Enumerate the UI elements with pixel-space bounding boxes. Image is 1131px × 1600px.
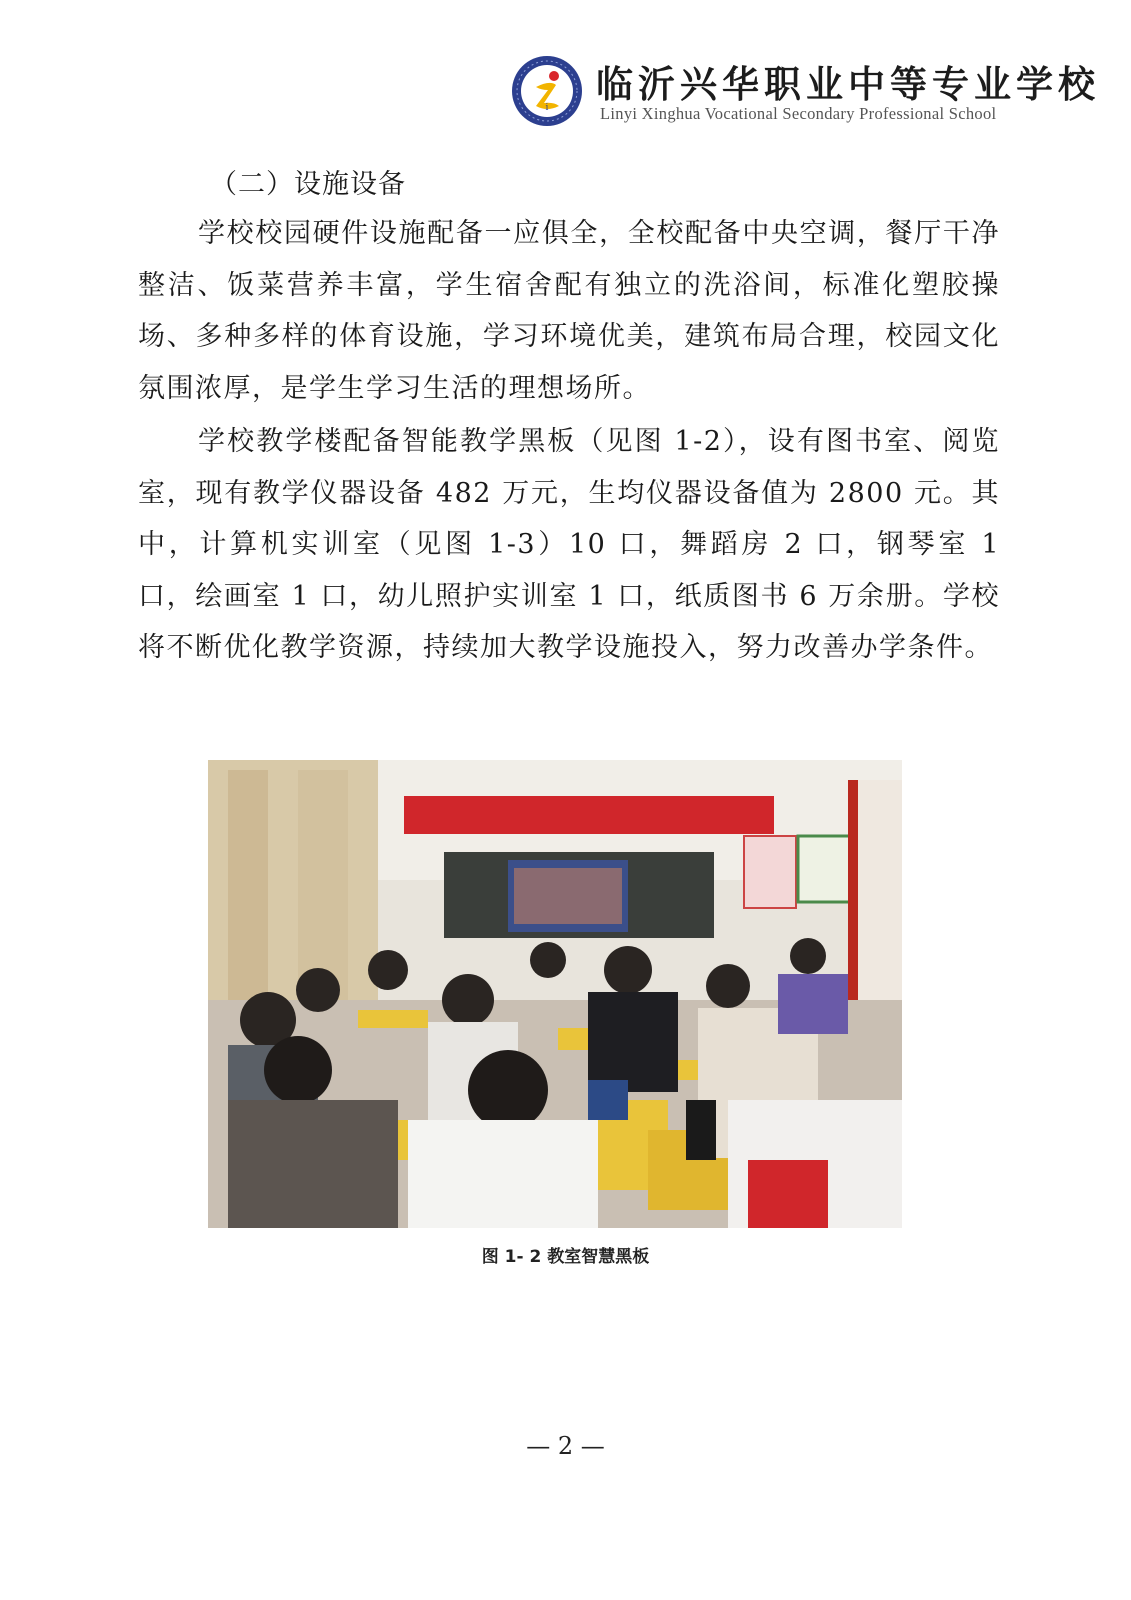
figure-caption: 图 1- 2 教室智慧黑板: [481, 1247, 650, 1267]
paragraph-teaching-equipment: 学校教学楼配备智能教学黑板（见图 1-2），设有图书室、阅览室，现有教学仪器设备 482 万元，生均仪器设备值为 2800 元。其中，计算机实训室（见图 1-3）10 口，舞蹈房 2 口，钢琴室 1 口，绘画室 1 口，幼儿照护实训室 1 口，纸质图书 6 万余册。学校将不断优化教学资源，持续加大教学设施投入，努力改善办学条件。: [138, 426, 1000, 663]
page-header: [510, 52, 1100, 132]
section-heading: （二）设施设备: [210, 169, 406, 200]
school-logo: [510, 54, 584, 128]
school-name-en: Linyi Xinghua Vocational Secondary Professional School: [600, 104, 997, 123]
logo-letter: i: [545, 103, 549, 113]
school-name-cn: 临沂兴华职业中等专业学校: [596, 63, 1100, 106]
classroom-smart-blackboard-photo: [208, 760, 902, 1228]
paragraph-facilities: 学校校园硬件设施配备一应俱全，全校配备中央空调，餐厅干净整洁、饭菜营养丰富，学生宿舍配有独立的洗浴间，标准化塑胶操场、多种多样的体育设施，学习环境优美，建筑布局合理，校园文化氛围浓厚，是学生学习生活的理想场所。: [138, 218, 1000, 404]
page-number: — 2 —: [526, 1432, 605, 1460]
